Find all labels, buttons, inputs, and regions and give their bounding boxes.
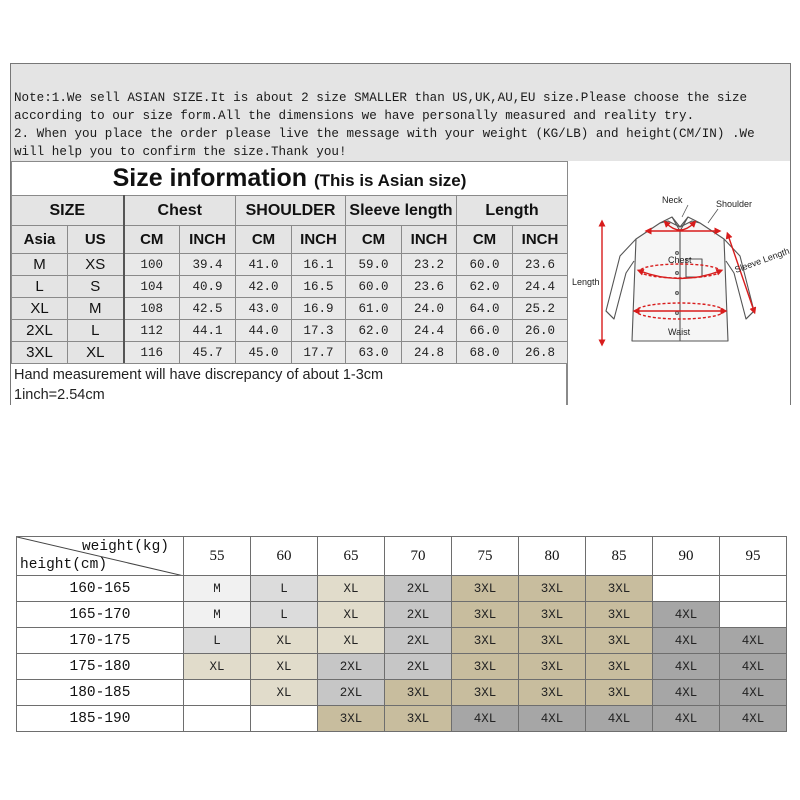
measurement-cell: 104 [124, 276, 180, 298]
unit-header: CM [457, 226, 513, 254]
size-recommendation-cell [720, 576, 787, 602]
height-range-cell: 180-185 [17, 680, 184, 706]
size-recommendation-cell: 4XL [653, 654, 720, 680]
size-recommendation-cell: M [184, 576, 251, 602]
weight-height-size-table [16, 536, 787, 732]
size-recommendation-cell [653, 576, 720, 602]
size-label-cell: M [12, 254, 68, 276]
size-recommendation-cell [720, 602, 787, 628]
size-recommendation-cell: 4XL [720, 680, 787, 706]
shirt-illustration [568, 161, 791, 405]
height-row [17, 602, 787, 628]
weight-header: 80 [519, 537, 586, 576]
note-line: 2. When you place the order please live the message with your weight (KG/LB) and height(CM/IN) .We [14, 127, 755, 141]
weight-header: 75 [452, 537, 519, 576]
size-recommendation-cell [251, 706, 318, 732]
size-recommendation-cell [184, 680, 251, 706]
measurement-cell: 17.3 [292, 320, 346, 342]
sleeve-label: Sleeve Length [733, 245, 791, 275]
size-note [11, 64, 790, 162]
length-label: Length [572, 277, 600, 287]
size-recommendation-cell: L [184, 628, 251, 654]
size-label-cell: 2XL [12, 320, 68, 342]
group-header-sleeve: Sleeve length [346, 196, 457, 226]
measurement-cell: 45.7 [180, 342, 236, 364]
size-label-cell: XS [68, 254, 124, 276]
measurement-cell: 42.5 [180, 298, 236, 320]
measurement-cell: 60.0 [457, 254, 513, 276]
size-recommendation-cell: 2XL [385, 576, 452, 602]
group-header-length: Length [457, 196, 568, 226]
size-recommendation-cell: 3XL [519, 602, 586, 628]
height-range-cell: 175-180 [17, 654, 184, 680]
size-chart-table [11, 161, 568, 364]
shirt-measurement-diagram [567, 161, 790, 405]
measurement-cell: 42.0 [236, 276, 292, 298]
size-recommendation-cell: XL [251, 654, 318, 680]
unit-header: US [68, 226, 124, 254]
measurement-cell: 26.8 [513, 342, 568, 364]
size-row [12, 276, 568, 298]
size-recommendation-cell: XL [251, 680, 318, 706]
measurement-cell: 112 [124, 320, 180, 342]
size-recommendation-cell: L [251, 576, 318, 602]
inch-conversion-note: 1inch=2.54cm [14, 387, 105, 403]
size-recommendation-cell: XL [318, 602, 385, 628]
measurement-cell: 16.1 [292, 254, 346, 276]
size-recommendation-cell: 3XL [519, 680, 586, 706]
measurement-cell: 24.8 [402, 342, 457, 364]
size-recommendation-cell: 3XL [385, 706, 452, 732]
measurement-cell: 16.9 [292, 298, 346, 320]
size-recommendation-cell: XL [184, 654, 251, 680]
group-header-shoulder: SHOULDER [236, 196, 346, 226]
size-recommendation-cell: 4XL [720, 654, 787, 680]
size-label-cell: L [12, 276, 68, 298]
weight-height-corner [17, 537, 184, 576]
group-header-size: SIZE [12, 196, 124, 226]
size-recommendation-cell: 4XL [452, 706, 519, 732]
size-recommendation-cell: 3XL [586, 654, 653, 680]
discrepancy-note: Hand measurement will have discrepancy of about 1-3cm [14, 367, 384, 383]
measurement-cell: 61.0 [346, 298, 402, 320]
weight-header: 65 [318, 537, 385, 576]
size-recommendation-cell: 4XL [653, 706, 720, 732]
size-recommendation-cell: 3XL [586, 602, 653, 628]
unit-header: CM [236, 226, 292, 254]
size-recommendation-cell: L [251, 602, 318, 628]
size-recommendation-cell [184, 706, 251, 732]
measurement-cell: 24.4 [513, 276, 568, 298]
size-recommendation-cell: 3XL [586, 576, 653, 602]
measurement-cell: 23.2 [402, 254, 457, 276]
weight-header: 55 [184, 537, 251, 576]
size-recommendation-cell: 4XL [720, 706, 787, 732]
size-row [12, 254, 568, 276]
size-recommendation-cell: XL [318, 576, 385, 602]
height-row [17, 654, 787, 680]
measurement-cell: 17.7 [292, 342, 346, 364]
size-recommendation-cell: 3XL [452, 680, 519, 706]
measurement-cell: 63.0 [346, 342, 402, 364]
size-recommendation-cell: 3XL [318, 706, 385, 732]
note-line: Note:1.We sell ASIAN SIZE.It is about 2 size SMALLER than US,UK,AU,EU size.Please choose the size [14, 91, 748, 105]
unit-header: CM [124, 226, 180, 254]
chest-label: Chest [668, 255, 692, 265]
size-chart-title: Size information (This is Asian size) [12, 162, 568, 196]
size-label-cell: XL [12, 298, 68, 320]
size-row [12, 342, 568, 364]
measurement-cell: 62.0 [457, 276, 513, 298]
shoulder-label: Shoulder [716, 199, 753, 209]
measurement-cell: 26.0 [513, 320, 568, 342]
size-recommendation-cell: 2XL [385, 602, 452, 628]
size-label-cell: XL [68, 342, 124, 364]
size-label-cell: 3XL [12, 342, 68, 364]
measurement-cell: 24.4 [402, 320, 457, 342]
size-recommendation-cell: 2XL [385, 628, 452, 654]
unit-header: INCH [513, 226, 568, 254]
height-range-cell: 185-190 [17, 706, 184, 732]
size-recommendation-cell: 2XL [318, 654, 385, 680]
measurement-cell: 45.0 [236, 342, 292, 364]
height-row [17, 628, 787, 654]
measurement-cell: 40.9 [180, 276, 236, 298]
size-recommendation-cell: 4XL [720, 628, 787, 654]
height-row [17, 576, 787, 602]
measurement-cell: 68.0 [457, 342, 513, 364]
unit-header: Asia [12, 226, 68, 254]
unit-header: INCH [402, 226, 457, 254]
weight-axis-label: weight(kg) [81, 539, 169, 555]
measurement-cell: 23.6 [513, 254, 568, 276]
weight-header: 85 [586, 537, 653, 576]
unit-header: INCH [292, 226, 346, 254]
measurement-cell: 66.0 [457, 320, 513, 342]
height-axis-label: height(cm) [20, 557, 108, 573]
size-label-cell: M [68, 298, 124, 320]
note-line: according to our size form.All the dimensions we have personally measured and reality try. [14, 109, 695, 123]
note-line: will help you to confirm the size.Thank you! [14, 145, 347, 159]
unit-header: CM [346, 226, 402, 254]
size-recommendation-cell: 2XL [385, 654, 452, 680]
measurement-cell: 116 [124, 342, 180, 364]
weight-header: 60 [251, 537, 318, 576]
unit-header: INCH [180, 226, 236, 254]
size-chart-rows [12, 254, 568, 364]
measurement-cell: 59.0 [346, 254, 402, 276]
measurement-cell: 16.5 [292, 276, 346, 298]
size-recommendation-cell: 3XL [519, 654, 586, 680]
weight-header: 70 [385, 537, 452, 576]
measurement-cell: 100 [124, 254, 180, 276]
size-recommendation-cell: 3XL [586, 628, 653, 654]
size-recommendation-cell: 3XL [452, 654, 519, 680]
size-recommendation-cell: 3XL [519, 628, 586, 654]
size-info-panel [10, 63, 791, 405]
measurement-cell: 23.6 [402, 276, 457, 298]
measurement-cell: 60.0 [346, 276, 402, 298]
measurement-notes [11, 363, 567, 405]
size-row [12, 320, 568, 342]
waist-label: Waist [668, 327, 691, 337]
measurement-cell: 25.2 [513, 298, 568, 320]
size-recommendation-cell: 3XL [452, 628, 519, 654]
size-recommendation-cell: XL [251, 628, 318, 654]
height-range-cell: 165-170 [17, 602, 184, 628]
weight-height-rows [17, 576, 787, 732]
height-row [17, 706, 787, 732]
weight-header: 95 [720, 537, 787, 576]
size-recommendation-cell: XL [318, 628, 385, 654]
size-row [12, 298, 568, 320]
size-recommendation-cell: 3XL [452, 576, 519, 602]
size-recommendation-cell: 4XL [653, 628, 720, 654]
size-recommendation-cell: 2XL [318, 680, 385, 706]
weight-header: 90 [653, 537, 720, 576]
size-recommendation-cell: 4XL [586, 706, 653, 732]
size-label-cell: L [68, 320, 124, 342]
height-row [17, 680, 787, 706]
measurement-cell: 44.0 [236, 320, 292, 342]
size-recommendation-cell: 4XL [653, 602, 720, 628]
size-label-cell: S [68, 276, 124, 298]
height-range-cell: 160-165 [17, 576, 184, 602]
measurement-cell: 62.0 [346, 320, 402, 342]
size-recommendation-cell: 4XL [519, 706, 586, 732]
measurement-cell: 44.1 [180, 320, 236, 342]
measurement-cell: 41.0 [236, 254, 292, 276]
measurement-cell: 43.0 [236, 298, 292, 320]
size-recommendation-cell: 3XL [519, 576, 586, 602]
height-range-cell: 170-175 [17, 628, 184, 654]
measurement-cell: 39.4 [180, 254, 236, 276]
size-recommendation-cell: 3XL [385, 680, 452, 706]
group-header-chest: Chest [124, 196, 236, 226]
size-recommendation-cell: M [184, 602, 251, 628]
measurement-cell: 108 [124, 298, 180, 320]
size-recommendation-cell: 3XL [586, 680, 653, 706]
neck-label: Neck [662, 195, 683, 205]
measurement-cell: 64.0 [457, 298, 513, 320]
size-recommendation-cell: 4XL [653, 680, 720, 706]
size-recommendation-cell: 3XL [452, 602, 519, 628]
measurement-cell: 24.0 [402, 298, 457, 320]
